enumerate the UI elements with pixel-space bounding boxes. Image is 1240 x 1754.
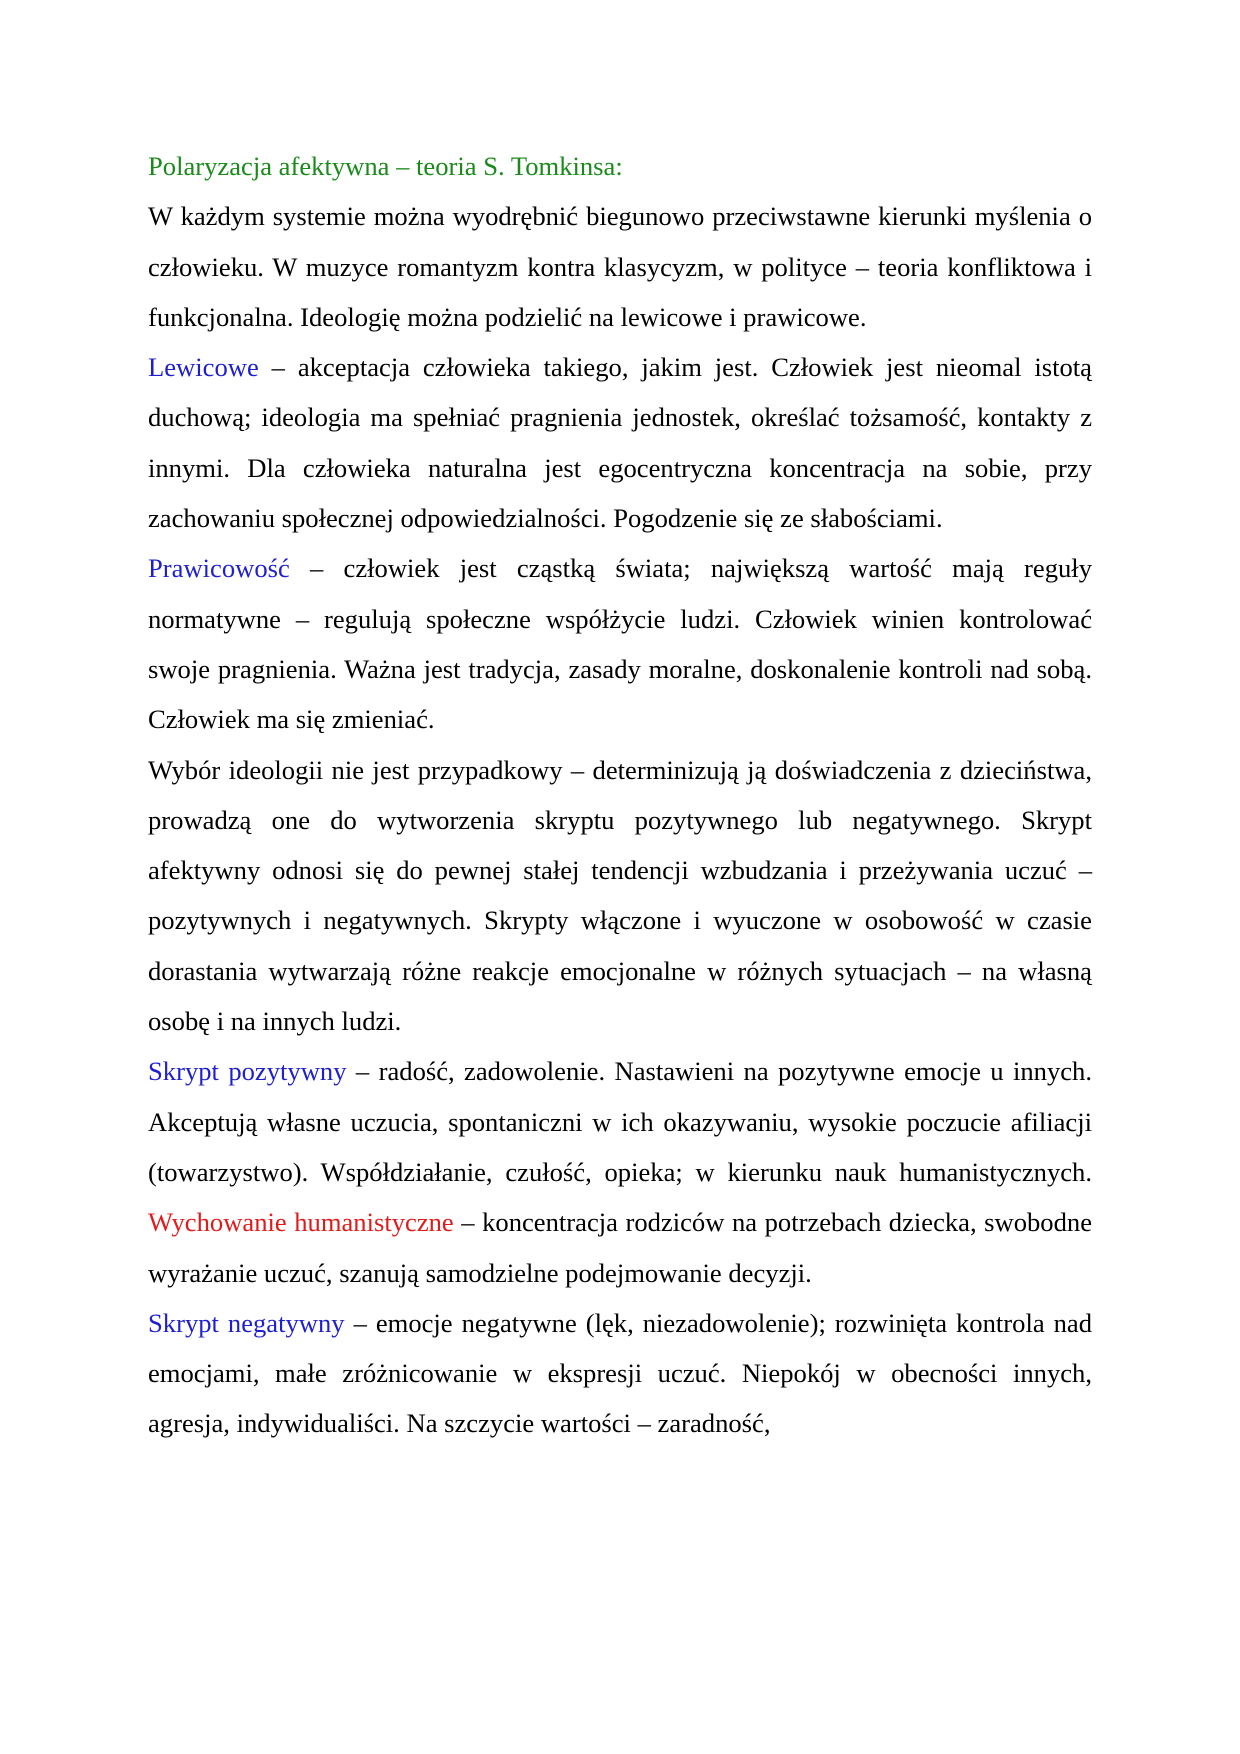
left-wing-paragraph [148, 342, 1092, 543]
ideology-choice-paragraph: Wybór ideologii nie jest przypadkowy – determinizują ją doświadczenia z dzieciństwa, prowadzą one do wytworzenia skryptu pozytywnego lub negatywnego. Skrypt afektywny odnosi się do pewnej stałej tendencji wzbudzania i przeżywania uczuć – pozytywnych i negatywnych. Skrypty włączone i wyuczone w osobowość w czasie dorastania wytwarzają różne reakcje emocjonalne w różnych sytuacjach – na własną osobę i na innych ludzi. [148, 754, 1092, 1037]
term-positive-script: Skrypt pozytywny [148, 1056, 347, 1087]
humanistic-upbringing-description: – koncentracja rodziców na potrzebach dziecka, swobodne wyrażanie uczuć, szanują samodzielne podejmowanie decyzji. [148, 1207, 1092, 1288]
heading-text: Polaryzacja afektywna – teoria S. Tomkinsa: [148, 151, 623, 181]
term-right-wing: Prawicowość [148, 553, 290, 584]
positive-script-description: – radość, zadowolenie. Nastawieni na pozytywne emocje u innych. Akceptują własne uczucia, spontaniczni w ich okazywaniu, wysokie poczucie afiliacji (towarzystwo). Współdziałanie, czułość, opieka; w kierunku nauk humanistycznych. [148, 1056, 1092, 1187]
positive-script-paragraph [148, 1046, 1092, 1297]
term-negative-script: Skrypt negatywny [148, 1307, 345, 1338]
negative-script-description: – emocje negatywne (lęk, niezadowolenie); rozwinięta kontrola nad emocjami, małe zróżnicowanie w ekspresji uczuć. Niepokój w obecności innych, agresja, indywidualiści. Na szczycie wartości – zaradność, [148, 1307, 1092, 1439]
intro-paragraph: W każdym systemie można wyodrębnić biegunowo przeciwstawne kierunki myślenia o człowieku. W muzyce romantyzm kontra klasycyzm, w polityce – teoria konfliktowa i funkcjonalna. Ideologię można podzielić na lewicowe i prawicowe. [148, 201, 1092, 332]
right-wing-description: – człowiek jest cząstką świata; największą wartość mają reguły normatywne – regulują społeczne współżycie ludzi. Człowiek winien kontrolować swoje pragnienia. Ważna jest tradycja, zasady moralne, doskonalenie kontroli nad sobą. Człowiek ma się zmieniać. [148, 553, 1092, 735]
right-wing-paragraph [148, 543, 1092, 744]
term-humanistic-upbringing: Wychowanie humanistyczne [148, 1207, 454, 1238]
negative-script-paragraph [148, 1298, 1092, 1449]
document-page [148, 141, 1092, 1449]
section-heading [148, 141, 1092, 191]
left-wing-description: – akceptacja człowieka takiego, jakim jest. Człowiek jest nieomal istotą duchową; ideologia ma spełniać pragnienia jednostek, określać tożsamość, kontakty z innymi. Dla człowieka naturalna jest egocentryczna koncentracja na sobie, przy zachowaniu społecznej odpowiedzialności. Pogodzenie się ze słabościami. [148, 352, 1092, 534]
term-left-wing: Lewicowe [148, 352, 259, 383]
